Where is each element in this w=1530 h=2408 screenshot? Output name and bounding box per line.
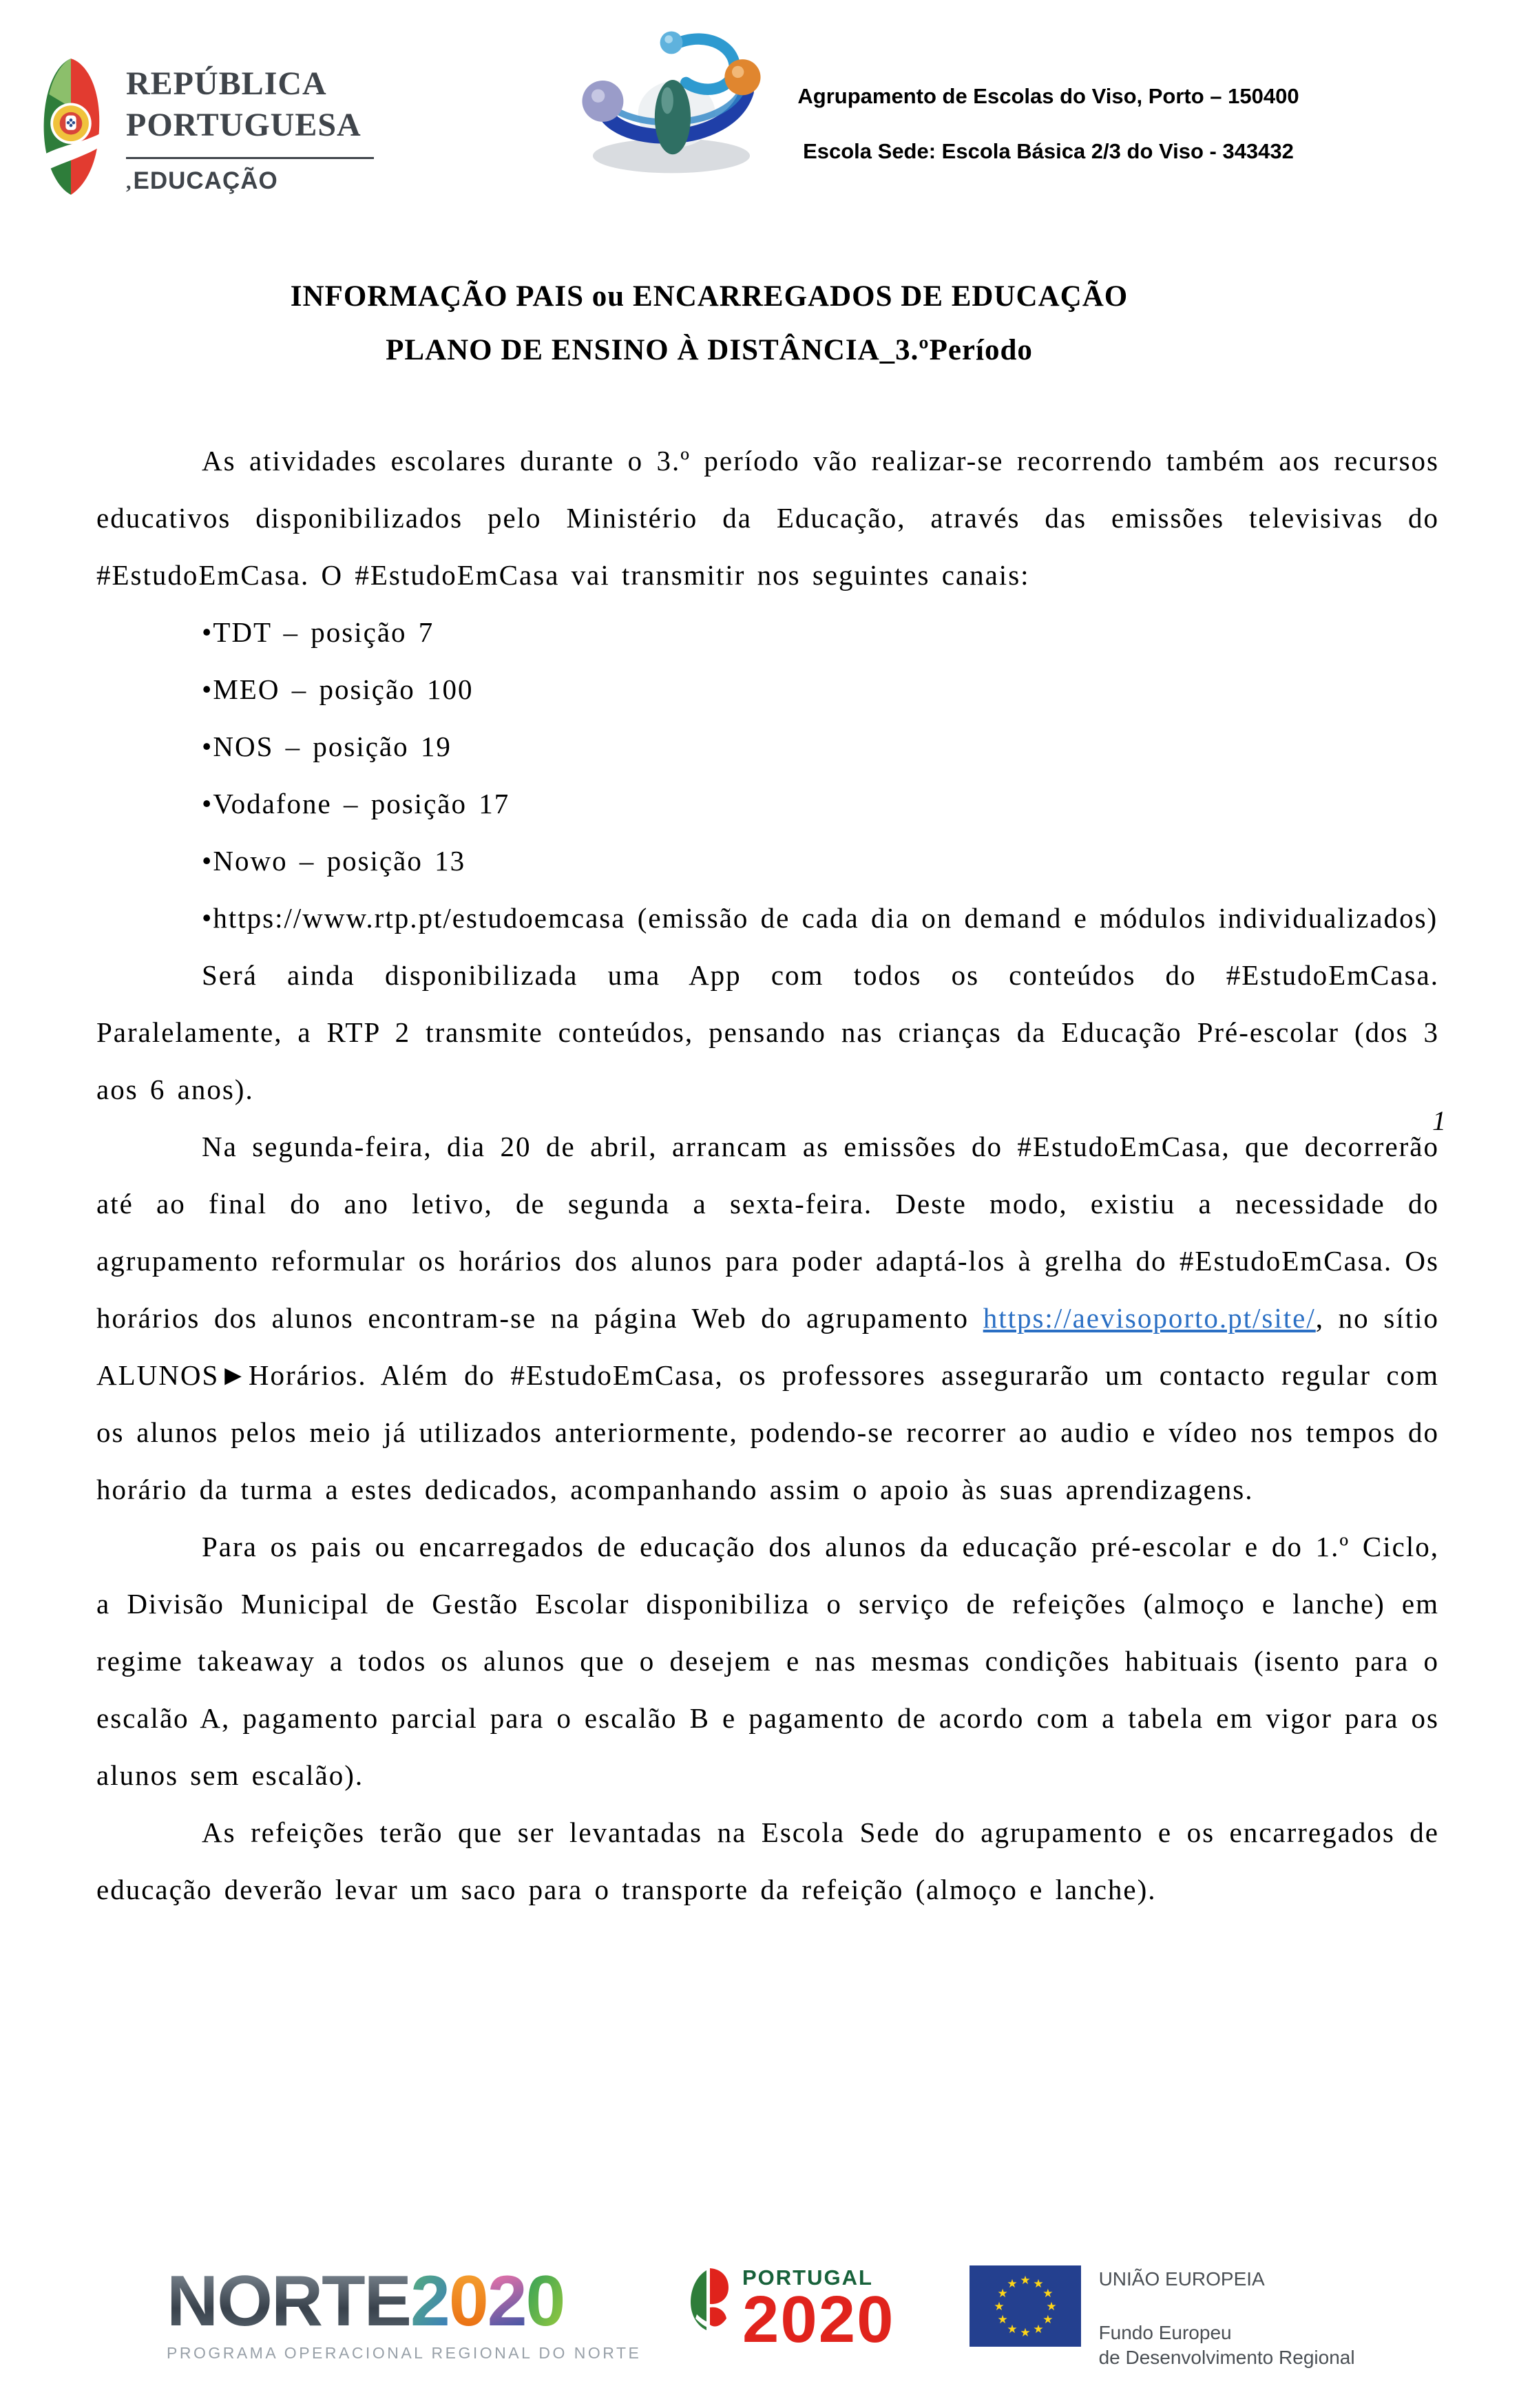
paragraph-web-info: [96, 1118, 1439, 1518]
svg-text:★: ★: [993, 2300, 1005, 2314]
eu-fund-line2: de Desenvolvimento Regional: [1098, 2347, 1355, 2368]
page-number: 1: [1432, 1105, 1446, 1136]
bullet-nowo: •Nowo – posição 13: [202, 845, 466, 877]
bullet-nos: •NOS – posição 19: [202, 731, 452, 762]
svg-text:★: ★: [1045, 2300, 1057, 2314]
norte-year-digit: 0: [525, 2261, 565, 2341]
bullet-vodafone: •Vodafone – posição 17: [202, 788, 510, 819]
gov-logo-line1: REPÚBLICA: [126, 65, 327, 102]
norte-2020-logo: [167, 2261, 642, 2363]
gov-logo-department: [126, 167, 374, 195]
bullet-rtp-url: •https://www.rtp.pt/estudoemcasa (emissão de cada dia on demand e módulos individualizados): [202, 902, 1438, 934]
paragraph-web-info-text-after: , no sítio ALUNOS►Horários. Além do #EstudoEmCasa, os professores assegurarão um contacto regular com os alunos pelos meio já utilizados anteriormente, podendo-se recorrer ao audio e vídeo nos tempos do horário da turma a estes dedicados, acompanhando assim o apoio às suas aprendizagens.: [96, 1302, 1439, 1505]
svg-text:★: ★: [997, 2313, 1008, 2327]
school-emblem-icon: [572, 14, 771, 187]
gov-logo-comma: ,: [126, 171, 132, 193]
school-name: Agrupamento de Escolas do Viso, Porto – 150400: [797, 84, 1299, 108]
document-title: [96, 270, 1322, 377]
svg-text:★: ★: [1006, 2277, 1018, 2291]
paragraph-app: Será ainda disponibilizada uma App com todos os conteúdos do #EstudoEmCasa. Paralelamente, a RTP 2 transmite conteúdos, pensando nas crianças da Educação Pré-escolar (dos 3 aos 6 anos).: [96, 959, 1439, 1105]
document-body: [96, 432, 1439, 1918]
norte-2020-wordmark: [167, 2261, 642, 2341]
svg-text:★: ★: [1019, 2326, 1031, 2340]
svg-text:★: ★: [1032, 2277, 1044, 2291]
paragraph-levantamento: As refeições terão que ser levantadas na Escola Sede do agrupamento e os encarregados de educação deverão levar um saco para o transporte da refeição (almoço e lanche).: [96, 1817, 1439, 1905]
eu-fund-line1: Fundo Europeu: [1098, 2322, 1232, 2343]
svg-text:★: ★: [1042, 2313, 1054, 2327]
svg-text:★: ★: [1032, 2322, 1044, 2336]
paragraph-intro: As atividades escolares durante o 3.º período vão realizar-se recorrendo também aos recursos educativos disponibilizados pelo Ministério da Educação, através das emissões televisivas do #EstudoEmCasa. O #EstudoEmCasa vai transmitir nos seguintes canais:: [96, 445, 1439, 591]
bullet-meo: •MEO – posição 100: [202, 673, 474, 705]
gov-logo-department-label: EDUCAÇÃO: [133, 167, 278, 194]
svg-text:★: ★: [1019, 2274, 1031, 2287]
portugal-2020-text: [742, 2265, 895, 2356]
norte-year-digit: 2: [487, 2261, 526, 2341]
school-emblem-logo: [572, 14, 771, 191]
norte-subtitle: PROGRAMA OPERACIONAL REGIONAL DO NORTE: [167, 2344, 642, 2362]
portugal-flag-icon: [38, 56, 104, 200]
bullet-tdt: •TDT – posição 7: [202, 616, 434, 648]
gov-logo-line2: PORTUGUESA: [126, 107, 361, 143]
norte-brand-text: NORTE: [167, 2261, 410, 2341]
eu-flag-icon: [970, 2265, 1081, 2370]
eu-org-name: UNIÃO EUROPEIA: [1098, 2268, 1265, 2290]
norte-year-digit: 2: [410, 2261, 449, 2341]
agrupamento-site-link[interactable]: https://aevisoporto.pt/site/: [983, 1302, 1316, 1334]
title-line1: INFORMAÇÃO PAIS ou ENCARREGADOS DE EDUCAÇÃO: [290, 280, 1129, 313]
republica-portuguesa-logo: [38, 56, 374, 200]
eu-fund-name: [1099, 2321, 1355, 2370]
gov-logo-divider: [126, 157, 374, 159]
paragraph-web-info-text-before: Na segunda-feira, dia 20 de abril, arrancam as emissões do #EstudoEmCasa, que decorrerão até ao final do ano letivo, de segunda a sexta-feira. Deste modo, existiu a necessidade do agrupamento reformular os horários dos alunos para poder adaptá-los à grelha do #EstudoEmCasa. Os horários dos alunos encontram-se na página Web do agrupamento: [96, 1131, 1439, 1334]
paragraph-refeicoes: Para os pais ou encarregados de educação dos alunos da educação pré-escolar e do 1.º Ciclo, a Divisão Municipal de Gestão Escolar disponibiliza o serviço de refeições (almoço e lanche) em regime takeaway a todos os alunos que o desejem e nas mesmas condições habituais (isento para o escalão A, pagamento parcial para o escalão B e pagamento de acordo com a tabela em vigor para os alunos sem escalão).: [96, 1531, 1439, 1791]
svg-text:★: ★: [1042, 2287, 1054, 2301]
norte-year-digit: 0: [448, 2261, 488, 2341]
portugal-year-text: 2020: [742, 2283, 895, 2356]
portugal-2020-leaf-icon: [687, 2265, 731, 2349]
eu-text-block: [1099, 2265, 1355, 2370]
uniao-europeia-logo: [970, 2265, 1355, 2370]
school-sede: Escola Sede: Escola Básica 2/3 do Viso - 343432: [803, 139, 1294, 163]
school-header-info: [768, 84, 1329, 164]
portugal-brand-text: PORTUGAL: [742, 2265, 873, 2290]
svg-text:★: ★: [997, 2287, 1008, 2301]
footer-logos: [167, 2261, 1355, 2370]
portugal-2020-logo: [687, 2265, 895, 2356]
title-line2: PLANO DE ENSINO À DISTÂNCIA_3.ºPeríodo: [386, 334, 1033, 366]
gov-logo-text: [126, 56, 374, 200]
svg-text:★: ★: [1006, 2322, 1018, 2336]
